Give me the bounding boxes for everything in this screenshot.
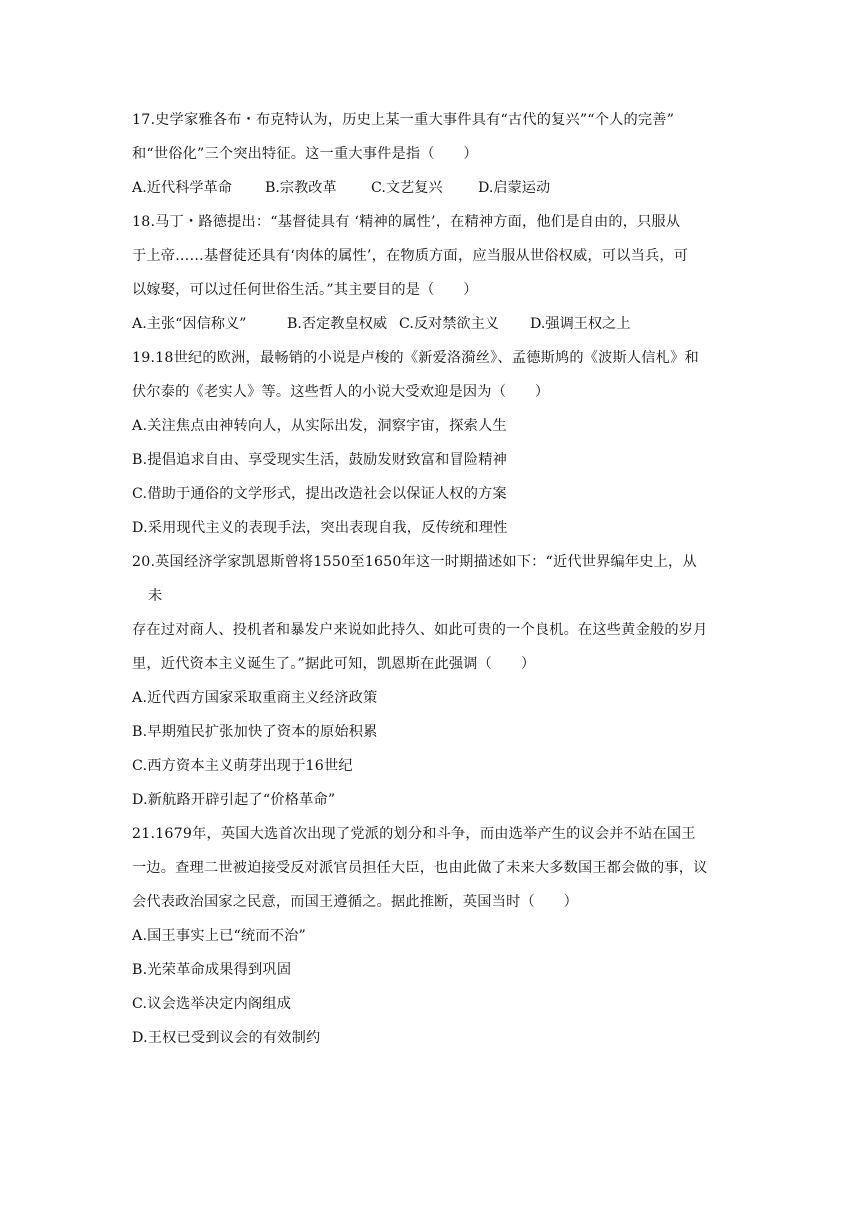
- q17-option-d: D.启蒙运动: [478, 180, 551, 196]
- q19-option-c: C.借助于通俗的文学形式，提出改造社会以保证人权的方案: [132, 486, 507, 502]
- q18-option-a: A.主张“因信称义”: [132, 316, 247, 332]
- q21-option-b: B.光荣革命成果得到巩固: [132, 962, 292, 978]
- q17-stem-line2: 和“世俗化”三个突出特征。这一重大事件是指（ ）: [132, 146, 478, 162]
- q17-option-a: A.近代科学革命: [132, 180, 232, 196]
- q18-options: [132, 314, 742, 334]
- q18-stem-line1: 18.马丁・路德提出：“基督徒具有 ‘精神的属性’，在精神方面，他们是自由的，只服从: [132, 214, 681, 230]
- q20-stem-line3: 存在过对商人、投机者和暴发户来说如此持久、如此可贵的一个良机。在这些黄金般的岁月: [132, 622, 708, 638]
- q18-stem-line2: 于上帝……基督徒还具有‘肉体的属性’，在物质方面，应当服从世俗权威，可以当兵，可: [132, 248, 689, 264]
- q21-stem-line3: 会代表政治国家之民意，而国王遵循之。据此推断，英国当时（ ）: [132, 894, 579, 910]
- q17-stem-line1: 17.史学家雅各布・布克特认为，历史上某一重大事件具有“古代的复兴”“个人的完善”: [132, 112, 675, 128]
- q17-options: [132, 178, 742, 198]
- q18-option-c: C.反对禁欲主义: [399, 316, 499, 332]
- q17-option-c: C.文艺复兴: [371, 180, 443, 196]
- q18-option-d: D.强调王权之上: [530, 316, 631, 332]
- q20-option-b: B.早期殖民扩张加快了资本的原始积累: [132, 724, 378, 740]
- q20-stem-line4: 里，近代资本主义诞生了。”据此可知，凯恩斯在此强调（ ）: [132, 656, 536, 672]
- q20-option-d: D.新航路开辟引起了“价格革命”: [132, 792, 336, 808]
- q17-option-b: B.宗教改革: [265, 180, 337, 196]
- q20-stem-line1: 20.英国经济学家凯恩斯曾将1550至1650年这一时期描述如下：“近代世界编年史上，从: [132, 554, 697, 570]
- q20-option-c: C.西方资本主义萌芽出现于16世纪: [132, 758, 353, 774]
- q21-option-a: A.国王事实上已“统而不治”: [132, 928, 306, 944]
- q21-option-c: C.议会选举决定内阁组成: [132, 996, 292, 1012]
- q19-stem-line1: 19.18世纪的欧洲，最畅销的小说是卢梭的《新爱洛漪丝》、孟德斯鸠的《波斯人信札》和: [132, 350, 699, 366]
- q21-option-d: D.王权已受到议会的有效制约: [132, 1030, 321, 1046]
- q19-stem-line2: 伏尔泰的《老实人》等。这些哲人的小说大受欢迎是因为（ ）: [132, 384, 550, 400]
- q21-stem-line2: 一边。查理二世被迫接受反对派官员担任大臣，也由此做了未来大多数国王都会做的事，议: [132, 860, 708, 876]
- q18-stem-line3: 以嫁娶，可以过任何世俗生活。”其主要目的是（ ）: [132, 282, 478, 298]
- q18-option-b: B.否定教皇权威: [287, 316, 388, 332]
- q21-stem-line1: 21.1679年，英国大选首次出现了党派的划分和斗争，而由选举产生的议会并不站在国王: [132, 826, 696, 842]
- q19-option-b: B.提倡追求自由、享受现实生活，鼓励发财致富和冒险精神: [132, 452, 508, 468]
- q20-stem-line2: 未: [148, 588, 163, 604]
- q19-option-a: A.关注焦点由神转向人，从实际出发，洞察宇宙，探索人生: [132, 418, 507, 434]
- q19-option-d: D.采用现代主义的表现手法，突出表现自我，反传统和理性: [132, 520, 508, 536]
- q20-option-a: A.近代西方国家采取重商主义经济政策: [132, 690, 378, 706]
